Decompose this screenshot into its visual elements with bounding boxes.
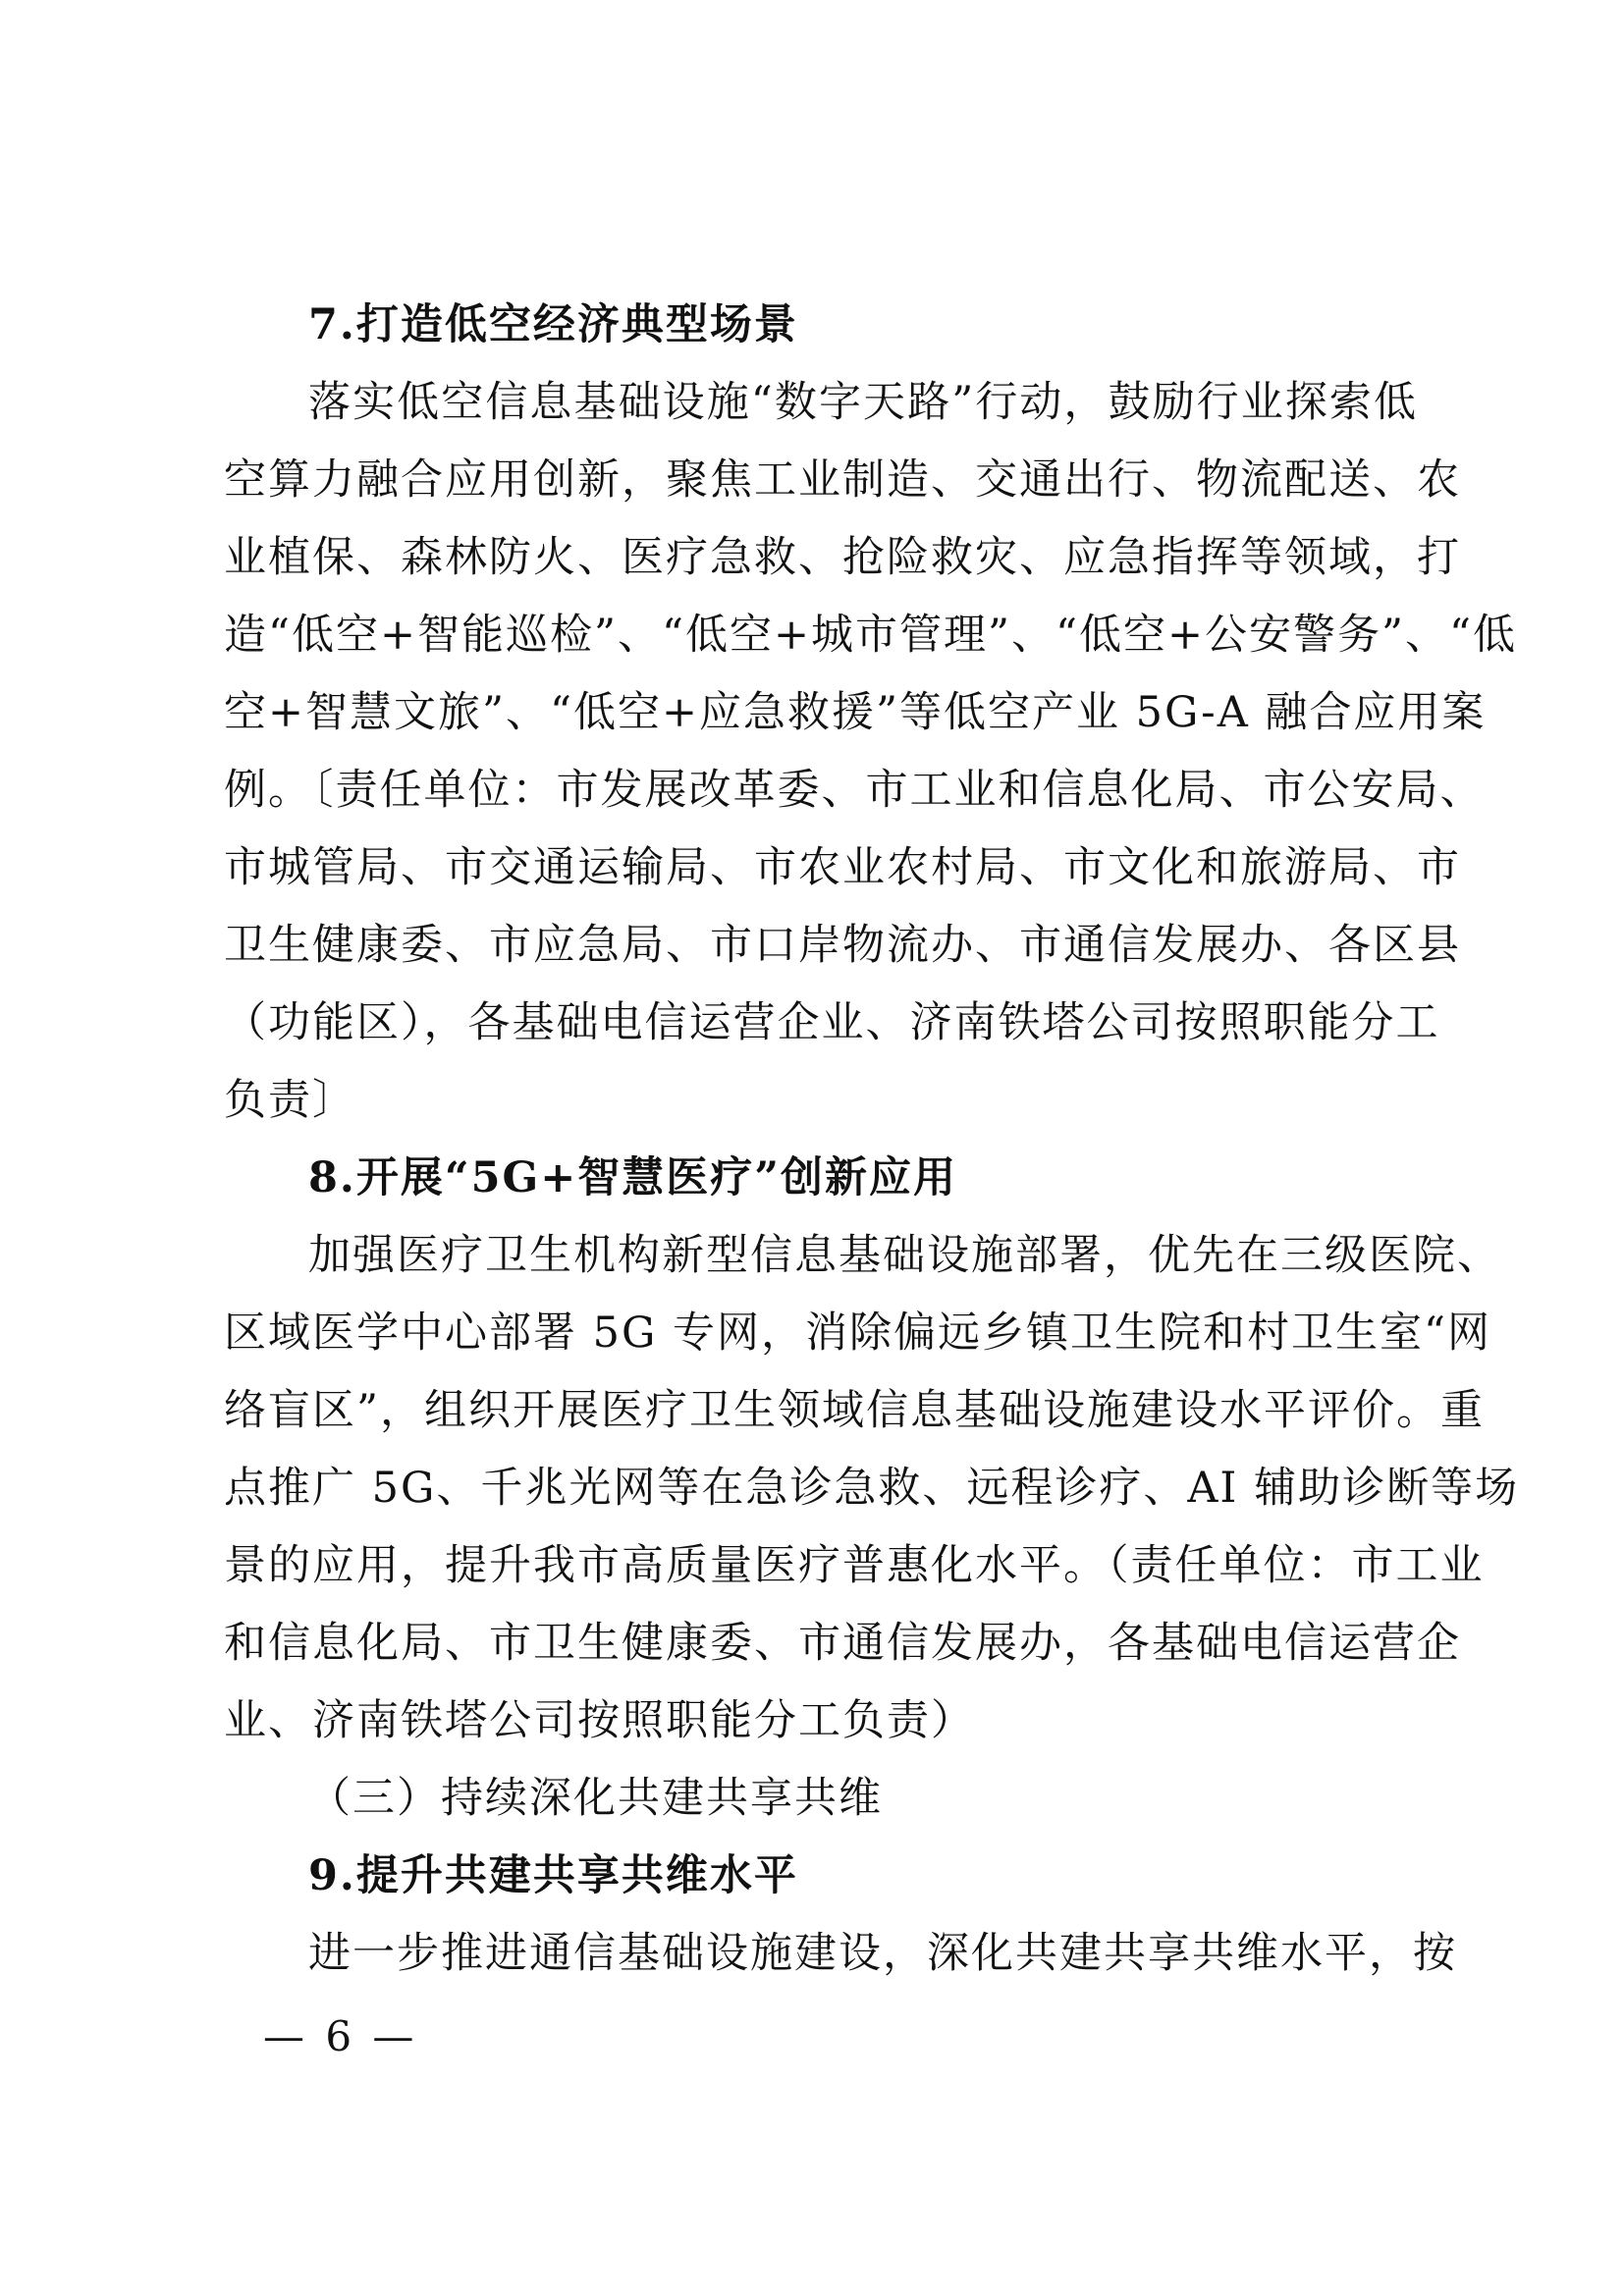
part-3-heading: （三）持续深化共建共享共维	[308, 1774, 883, 1823]
section-8-line-6: 和信息化局、市卫生健康委、市通信发展办，各基础电信运营企	[224, 1619, 1461, 1668]
section-7-line-6: 例。〔责任单位：市发展改革委、市工业和信息化局、市公安局、	[224, 766, 1485, 815]
document-body	[224, 287, 1520, 1993]
section-7-line-7: 市城管局、市交通运输局、市农业农村局、市文化和旅游局、市	[224, 843, 1461, 892]
section-7-line-9: （功能区），各基础电信运营企业、济南铁塔公司按照职能分工	[224, 998, 1440, 1047]
section-8-line-1: 加强医疗卫生机构新型信息基础设施部署，优先在三级医院、	[308, 1231, 1501, 1280]
section-8-line-5: 景的应用，提升我市高质量医疗普惠化水平。（责任单位：市工业	[224, 1541, 1485, 1590]
section-8-line-7: 业、济南铁塔公司按照职能分工负责）	[224, 1696, 975, 1745]
section-7-heading: 7.打造低空经济典型场景	[308, 300, 798, 349]
section-7-line-10: 负责〕	[224, 1076, 356, 1125]
section-8-heading: 8.开展“5G+智慧医疗”创新应用	[308, 1153, 958, 1202]
section-9-heading: 9.提升共建共享共维水平	[308, 1851, 798, 1900]
section-7-line-8: 卫生健康委、市应急局、市口岸物流办、市通信发展办、各区县	[224, 921, 1461, 970]
section-7-line-3: 业植保、森林防火、医疗急救、抢险救灾、应急指挥等领域，打	[224, 533, 1461, 582]
section-7-line-4: 造“低空+智能巡检”、“低空+城市管理”、“低空+公安警务”、“低	[224, 611, 1517, 660]
page-number: — 6 —	[263, 2012, 418, 2060]
section-9-line-1: 进一步推进通信基础设施建设，深化共建共享共维水平，按	[308, 1929, 1457, 1978]
section-8-line-4: 点推广 5G、千兆光网等在急诊急救、远程诊疗、AI 辅助诊断等场	[224, 1464, 1520, 1513]
section-7-line-2: 空算力融合应用创新，聚焦工业制造、交通出行、物流配送、农	[224, 455, 1461, 505]
section-8-line-3: 络盲区”，组织开展医疗卫生领域信息基础设施建设水平评价。重	[224, 1386, 1485, 1435]
section-7-line-1: 落实低空信息基础设施“数字天路”行动，鼓励行业探索低	[308, 378, 1418, 427]
section-8-line-2: 区域医学中心部署 5G 专网，消除偏远乡镇卫生院和村卫生室“网	[224, 1308, 1492, 1358]
section-7-line-5: 空+智慧文旅”、“低空+应急救援”等低空产业 5G-A 融合应用案	[224, 688, 1487, 737]
